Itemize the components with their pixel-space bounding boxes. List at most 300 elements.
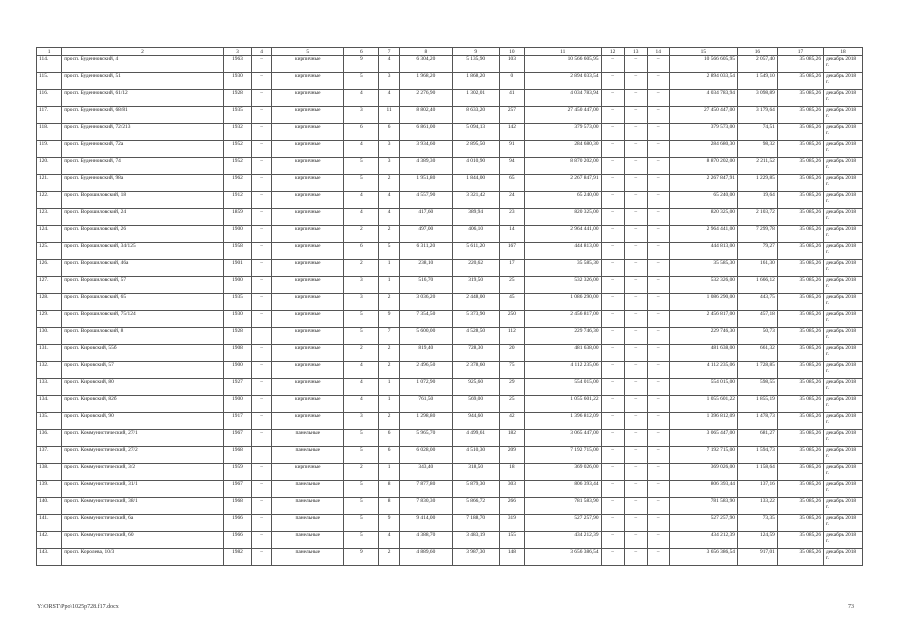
- cell-unit-cost: 79,27: [737, 243, 777, 260]
- cell-owners-cost: 1 055 601,22: [669, 396, 737, 413]
- cell-living-area: 389,94: [452, 209, 499, 226]
- cell-residents: 25: [499, 277, 524, 294]
- cell-fund-cost-3: –: [647, 141, 669, 158]
- cell-rebuild-year: –: [252, 345, 272, 362]
- cell-unit-cost: 917,01: [737, 549, 777, 566]
- cell-rebuild-year: –: [252, 549, 272, 566]
- cell-living-area: 5 879,30: [452, 481, 499, 498]
- cell-rebuild-year: –: [252, 277, 272, 294]
- cell-unit-cost: 50,73: [737, 328, 777, 345]
- cell-unit-cost: 161,30: [737, 260, 777, 277]
- cell-entrances: 1: [379, 260, 400, 277]
- cell-entrances: 4: [379, 56, 400, 73]
- cell-max-unit-cost: 35 085,26: [777, 124, 823, 141]
- cell-address: просп. Кировский, 82б: [62, 396, 224, 413]
- page-number: 73: [848, 604, 854, 610]
- cell-fund-cost-2: –: [624, 56, 647, 73]
- cell-residents: 29: [499, 379, 524, 396]
- cell-entrances: 3: [379, 141, 400, 158]
- cell-fund-cost-3: –: [647, 532, 669, 549]
- cell-deadline: декабрь 2018 г.: [824, 56, 863, 73]
- cell-floors: 6: [344, 243, 379, 260]
- cell-living-area: 1 844,00: [452, 175, 499, 192]
- cell-unit-cost: 1 855,19: [737, 396, 777, 413]
- cell-row-number: 135.: [37, 413, 62, 430]
- cell-residents: 45: [499, 294, 524, 311]
- cell-floors: 5: [344, 447, 379, 464]
- cell-build-year: 1966: [223, 515, 251, 532]
- cell-address: просп. Коммунистический, 27/1: [62, 430, 224, 447]
- column-header-12: 12: [601, 48, 624, 56]
- cell-owners-cost: 4 034 783,94: [669, 90, 737, 107]
- cell-rebuild-year: –: [252, 362, 272, 379]
- cell-fund-cost-2: –: [624, 158, 647, 175]
- cell-entrances: 6: [379, 430, 400, 447]
- cell-unit-cost: 74,51: [737, 124, 777, 141]
- cell-address: просп. Буденновский, 61/12: [62, 90, 224, 107]
- cell-address: просп. Коммунистический, 38/1: [62, 498, 224, 515]
- cell-living-area: 4 499,61: [452, 430, 499, 447]
- cell-deadline: декабрь 2018 г.: [824, 413, 863, 430]
- column-header-13: 13: [624, 48, 647, 56]
- cell-fund-cost-3: –: [647, 294, 669, 311]
- cell-fund-cost-1: –: [601, 277, 624, 294]
- cell-total-cost: 229 746,30: [524, 328, 601, 345]
- cell-residents: 23: [499, 209, 524, 226]
- cell-row-number: 127.: [37, 277, 62, 294]
- cell-owners-cost: 379 573,00: [669, 124, 737, 141]
- cell-fund-cost-1: –: [601, 515, 624, 532]
- cell-address: просп. Ворошиловский, 8: [62, 328, 224, 345]
- cell-fund-cost-2: –: [624, 345, 647, 362]
- cell-owners-cost: 434 212,39: [669, 532, 737, 549]
- cell-unit-cost: 2 057,40: [737, 56, 777, 73]
- cell-fund-cost-3: –: [647, 260, 669, 277]
- cell-build-year: 1900: [223, 277, 251, 294]
- cell-row-number: 122.: [37, 192, 62, 209]
- cell-rebuild-year: –: [252, 73, 272, 90]
- cell-rebuild-year: –: [252, 107, 272, 124]
- table-row: [37, 209, 863, 226]
- cell-fund-cost-1: –: [601, 379, 624, 396]
- cell-living-area: 3 483,19: [452, 532, 499, 549]
- cell-max-unit-cost: 35 085,26: [777, 379, 823, 396]
- cell-floors: 5: [344, 158, 379, 175]
- cell-floors: 5: [344, 175, 379, 192]
- column-header-6: 6: [344, 48, 379, 56]
- cell-rebuild-year: –: [252, 209, 272, 226]
- column-header-18: 18: [824, 48, 863, 56]
- cell-fund-cost-1: –: [601, 430, 624, 447]
- cell-build-year: 1935: [223, 294, 251, 311]
- cell-row-number: 126.: [37, 260, 62, 277]
- cell-fund-cost-1: –: [601, 532, 624, 549]
- cell-wall-material: кирпичные: [272, 294, 344, 311]
- cell-deadline: декабрь 2018 г.: [824, 294, 863, 311]
- table-row: [37, 73, 863, 90]
- cell-build-year: 1900: [223, 362, 251, 379]
- cell-residents: 155: [499, 532, 524, 549]
- cell-address: просп. Коммунистический, 60: [62, 532, 224, 549]
- cell-max-unit-cost: 35 085,26: [777, 328, 823, 345]
- cell-fund-cost-1: –: [601, 73, 624, 90]
- cell-living-area: 1 868,20: [452, 73, 499, 90]
- cell-residents: 94: [499, 158, 524, 175]
- column-header-8: 8: [400, 48, 452, 56]
- cell-owners-cost: 27 450 447,00: [669, 107, 737, 124]
- cell-total-area: 9 414,00: [400, 515, 452, 532]
- cell-living-area: 318,50: [452, 464, 499, 481]
- header-row: [37, 48, 863, 56]
- cell-build-year: 1930: [223, 311, 251, 328]
- cell-fund-cost-2: –: [624, 413, 647, 430]
- column-header-15: 15: [669, 48, 737, 56]
- cell-total-area: 4 557,90: [400, 192, 452, 209]
- cell-row-number: 119.: [37, 141, 62, 158]
- cell-entrances: 4: [379, 192, 400, 209]
- table-row: [37, 328, 863, 345]
- cell-total-cost: 1 055 601,22: [524, 396, 601, 413]
- cell-owners-cost: 806 393,44: [669, 481, 737, 498]
- cell-fund-cost-1: –: [601, 226, 624, 243]
- cell-residents: 25: [499, 396, 524, 413]
- cell-entrances: 1: [379, 396, 400, 413]
- column-header-9: 9: [452, 48, 499, 56]
- cell-row-number: 142.: [37, 532, 62, 549]
- cell-address: просп. Буденновский, 51: [62, 73, 224, 90]
- cell-total-area: 3 036,20: [400, 294, 452, 311]
- cell-total-area: 7 830,30: [400, 498, 452, 515]
- table-row: [37, 362, 863, 379]
- cell-living-area: 944,60: [452, 413, 499, 430]
- cell-living-area: 728,30: [452, 345, 499, 362]
- column-header-10: 10: [499, 48, 524, 56]
- cell-fund-cost-3: –: [647, 90, 669, 107]
- cell-wall-material: кирпичные: [272, 328, 344, 345]
- cell-wall-material: панельные: [272, 430, 344, 447]
- cell-max-unit-cost: 35 085,26: [777, 226, 823, 243]
- cell-floors: 2: [344, 464, 379, 481]
- table-row: [37, 260, 863, 277]
- cell-total-area: 343,40: [400, 464, 452, 481]
- cell-residents: 319: [499, 515, 524, 532]
- cell-entrances: 4: [379, 209, 400, 226]
- cell-floors: 5: [344, 515, 379, 532]
- cell-fund-cost-1: –: [601, 90, 624, 107]
- cell-deadline: декабрь 2018 г.: [824, 481, 863, 498]
- cell-fund-cost-3: –: [647, 345, 669, 362]
- cell-total-cost: 369 026,00: [524, 464, 601, 481]
- cell-entrances: 3: [379, 73, 400, 90]
- cell-fund-cost-3: –: [647, 311, 669, 328]
- cell-unit-cost: 124,59: [737, 532, 777, 549]
- table-row: [37, 243, 863, 260]
- cell-fund-cost-1: –: [601, 498, 624, 515]
- cell-rebuild-year: –: [252, 124, 272, 141]
- cell-fund-cost-3: –: [647, 481, 669, 498]
- cell-deadline: декабрь 2018 г.: [824, 158, 863, 175]
- cell-fund-cost-3: –: [647, 209, 669, 226]
- cell-row-number: 139.: [37, 481, 62, 498]
- cell-floors: 4: [344, 209, 379, 226]
- cell-owners-cost: 7 192 715,00: [669, 447, 737, 464]
- cell-living-area: 5 373,90: [452, 311, 499, 328]
- column-header-5: 5: [272, 48, 344, 56]
- cell-residents: 75: [499, 362, 524, 379]
- cell-build-year: 1900: [223, 226, 251, 243]
- cell-living-area: 3 987,30: [452, 549, 499, 566]
- cell-fund-cost-1: –: [601, 447, 624, 464]
- cell-rebuild-year: –: [252, 464, 272, 481]
- cell-deadline: декабрь 2018 г.: [824, 243, 863, 260]
- cell-address: просп. Кировский, 55б: [62, 345, 224, 362]
- cell-address: просп. Ворошиловский, 65: [62, 294, 224, 311]
- cell-entrances: 7: [379, 328, 400, 345]
- cell-build-year: 1927: [223, 379, 251, 396]
- cell-total-area: 819,40: [400, 345, 452, 362]
- cell-owners-cost: 65 240,00: [669, 192, 737, 209]
- cell-total-area: 6 304,20: [400, 56, 452, 73]
- cell-wall-material: кирпичные: [272, 413, 344, 430]
- cell-entrances: 1: [379, 379, 400, 396]
- cell-row-number: 137.: [37, 447, 62, 464]
- cell-floors: 4: [344, 141, 379, 158]
- cell-total-area: 5 600,00: [400, 328, 452, 345]
- cell-living-area: 925,60: [452, 379, 499, 396]
- cell-residents: 182: [499, 430, 524, 447]
- cell-build-year: 1912: [223, 192, 251, 209]
- cell-fund-cost-3: –: [647, 447, 669, 464]
- cell-floors: 9: [344, 56, 379, 73]
- cell-fund-cost-1: –: [601, 481, 624, 498]
- cell-owners-cost: 369 026,00: [669, 464, 737, 481]
- cell-deadline: декабрь 2018 г.: [824, 345, 863, 362]
- cell-entrances: 9: [379, 311, 400, 328]
- cell-unit-cost: 7 299,78: [737, 226, 777, 243]
- cell-fund-cost-3: –: [647, 124, 669, 141]
- cell-build-year: 1952: [223, 158, 251, 175]
- cell-deadline: декабрь 2018 г.: [824, 396, 863, 413]
- cell-deadline: декабрь 2018 г.: [824, 107, 863, 124]
- cell-wall-material: кирпичные: [272, 175, 344, 192]
- cell-owners-cost: 481 638,00: [669, 345, 737, 362]
- cell-total-cost: 532 326,00: [524, 277, 601, 294]
- cell-rebuild-year: –: [252, 90, 272, 107]
- cell-floors: 5: [344, 311, 379, 328]
- cell-fund-cost-2: –: [624, 549, 647, 566]
- cell-fund-cost-2: –: [624, 90, 647, 107]
- cell-build-year: 1901: [223, 260, 251, 277]
- cell-total-cost: 2 894 033,54: [524, 73, 601, 90]
- cell-build-year: 1932: [223, 124, 251, 141]
- cell-address: просп. Кировский, 57: [62, 362, 224, 379]
- cell-living-area: 8 633,20: [452, 107, 499, 124]
- cell-living-area: 5 094,13: [452, 124, 499, 141]
- cell-fund-cost-3: –: [647, 430, 669, 447]
- cell-row-number: 138.: [37, 464, 62, 481]
- cell-fund-cost-2: –: [624, 447, 647, 464]
- cell-entrances: 6: [379, 447, 400, 464]
- cell-fund-cost-1: –: [601, 294, 624, 311]
- cell-unit-cost: 2 211,52: [737, 158, 777, 175]
- cell-fund-cost-2: –: [624, 311, 647, 328]
- cell-residents: 18: [499, 464, 524, 481]
- cell-rebuild-year: –: [252, 498, 272, 515]
- cell-wall-material: кирпичные: [272, 464, 344, 481]
- cell-living-area: 3 321,42: [452, 192, 499, 209]
- cell-fund-cost-2: –: [624, 243, 647, 260]
- cell-row-number: 133.: [37, 379, 62, 396]
- cell-fund-cost-3: –: [647, 56, 669, 73]
- cell-fund-cost-1: –: [601, 311, 624, 328]
- cell-address: просп. Буденновский, 98а: [62, 175, 224, 192]
- cell-address: просп. Коммунистический, 31/1: [62, 481, 224, 498]
- cell-total-cost: 65 240,00: [524, 192, 601, 209]
- table-row: [37, 345, 863, 362]
- cell-living-area: 406,10: [452, 226, 499, 243]
- cell-owners-cost: 10 566 605,95: [669, 56, 737, 73]
- cell-wall-material: кирпичные: [272, 345, 344, 362]
- cell-entrances: 8: [379, 498, 400, 515]
- table-row: [37, 396, 863, 413]
- cell-address: просп. Кировский, 80: [62, 379, 224, 396]
- cell-floors: 3: [344, 107, 379, 124]
- cell-address: просп. Буденновский, 74: [62, 158, 224, 175]
- cell-address: просп. Ворошиловский, 26: [62, 226, 224, 243]
- cell-fund-cost-2: –: [624, 260, 647, 277]
- cell-max-unit-cost: 35 085,26: [777, 515, 823, 532]
- cell-floors: 4: [344, 90, 379, 107]
- cell-unit-cost: 133,22: [737, 498, 777, 515]
- cell-row-number: 140.: [37, 498, 62, 515]
- cell-row-number: 118.: [37, 124, 62, 141]
- cell-fund-cost-2: –: [624, 192, 647, 209]
- table-row: [37, 226, 863, 243]
- cell-total-cost: 1 086 290,00: [524, 294, 601, 311]
- cell-rebuild-year: –: [252, 294, 272, 311]
- cell-build-year: 1967: [223, 481, 251, 498]
- cell-total-cost: 284 680,30: [524, 141, 601, 158]
- cell-floors: 5: [344, 328, 379, 345]
- cell-rebuild-year: –: [252, 515, 272, 532]
- cell-fund-cost-3: –: [647, 498, 669, 515]
- cell-entrances: 2: [379, 549, 400, 566]
- cell-living-area: 5 611,20: [452, 243, 499, 260]
- cell-total-area: 1 968,20: [400, 73, 452, 90]
- cell-wall-material: панельные: [272, 532, 344, 549]
- cell-floors: 6: [344, 124, 379, 141]
- cell-floors: 3: [344, 277, 379, 294]
- cell-max-unit-cost: 35 085,26: [777, 430, 823, 447]
- cell-deadline: декабрь 2018 г.: [824, 430, 863, 447]
- cell-entrances: 8: [379, 481, 400, 498]
- cell-deadline: декабрь 2018 г.: [824, 311, 863, 328]
- cell-wall-material: панельные: [272, 498, 344, 515]
- cell-max-unit-cost: 35 085,26: [777, 396, 823, 413]
- cell-build-year: 1928: [223, 90, 251, 107]
- table-row: [37, 124, 863, 141]
- cell-unit-cost: 681,27: [737, 430, 777, 447]
- cell-unit-cost: 1 666,12: [737, 277, 777, 294]
- cell-entrances: 4: [379, 90, 400, 107]
- cell-wall-material: кирпичные: [272, 158, 344, 175]
- cell-unit-cost: 3 179,64: [737, 107, 777, 124]
- table-row: [37, 413, 863, 430]
- cell-deadline: декабрь 2018 г.: [824, 379, 863, 396]
- cell-build-year: 1967: [223, 430, 251, 447]
- cell-row-number: 115.: [37, 73, 62, 90]
- cell-row-number: 131.: [37, 345, 62, 362]
- cell-owners-cost: 532 326,00: [669, 277, 737, 294]
- cell-unit-cost: 443,75: [737, 294, 777, 311]
- cell-deadline: декабрь 2018 г.: [824, 73, 863, 90]
- cell-address: просп. Буденновский, 4: [62, 56, 224, 73]
- cell-unit-cost: 98,32: [737, 141, 777, 158]
- cell-wall-material: кирпичные: [272, 243, 344, 260]
- cell-residents: 303: [499, 481, 524, 498]
- cell-owners-cost: 8 870 202,00: [669, 158, 737, 175]
- cell-rebuild-year: –: [252, 141, 272, 158]
- cell-owners-cost: 820 325,00: [669, 209, 737, 226]
- cell-residents: 266: [499, 498, 524, 515]
- cell-fund-cost-1: –: [601, 549, 624, 566]
- cell-fund-cost-2: –: [624, 328, 647, 345]
- cell-max-unit-cost: 35 085,26: [777, 90, 823, 107]
- cell-deadline: декабрь 2018 г.: [824, 226, 863, 243]
- cell-owners-cost: 2 456 817,00: [669, 311, 737, 328]
- table-row: [37, 498, 863, 515]
- cell-floors: 2: [344, 226, 379, 243]
- cell-floors: 2: [344, 345, 379, 362]
- cell-owners-cost: 2 964 441,00: [669, 226, 737, 243]
- cell-address: просп. Королева, 10/3: [62, 549, 224, 566]
- cell-residents: 257: [499, 107, 524, 124]
- cell-fund-cost-3: –: [647, 243, 669, 260]
- footer-file-path: Y:\ORST\Ppo\1025p728.f17.docx: [37, 604, 119, 610]
- cell-deadline: декабрь 2018 г.: [824, 124, 863, 141]
- cell-wall-material: кирпичные: [272, 73, 344, 90]
- capital-repair-table: [36, 47, 863, 566]
- cell-build-year: 1968: [223, 447, 251, 464]
- cell-wall-material: кирпичные: [272, 396, 344, 413]
- cell-row-number: 116.: [37, 90, 62, 107]
- cell-total-cost: 2 964 441,00: [524, 226, 601, 243]
- cell-fund-cost-2: –: [624, 141, 647, 158]
- column-header-4: 4: [252, 48, 272, 56]
- cell-build-year: 1930: [223, 73, 251, 90]
- cell-fund-cost-3: –: [647, 362, 669, 379]
- cell-rebuild-year: –: [252, 226, 272, 243]
- cell-total-cost: 3 656 386,54: [524, 549, 601, 566]
- cell-max-unit-cost: 35 085,26: [777, 481, 823, 498]
- cell-max-unit-cost: 35 085,26: [777, 56, 823, 73]
- cell-deadline: декабрь 2018 г.: [824, 90, 863, 107]
- cell-fund-cost-1: –: [601, 362, 624, 379]
- cell-address: просп. Ворошиловский, 75/124: [62, 311, 224, 328]
- cell-build-year: 1935: [223, 107, 251, 124]
- cell-wall-material: кирпичные: [272, 209, 344, 226]
- cell-entrances: 2: [379, 413, 400, 430]
- cell-rebuild-year: –: [252, 379, 272, 396]
- cell-max-unit-cost: 35 085,26: [777, 345, 823, 362]
- cell-address: просп. Коммунистический, 6а: [62, 515, 224, 532]
- table-row: [37, 175, 863, 192]
- cell-fund-cost-1: –: [601, 141, 624, 158]
- cell-max-unit-cost: 35 085,26: [777, 532, 823, 549]
- cell-unit-cost: 1 158,64: [737, 464, 777, 481]
- cell-fund-cost-3: –: [647, 192, 669, 209]
- cell-fund-cost-3: –: [647, 73, 669, 90]
